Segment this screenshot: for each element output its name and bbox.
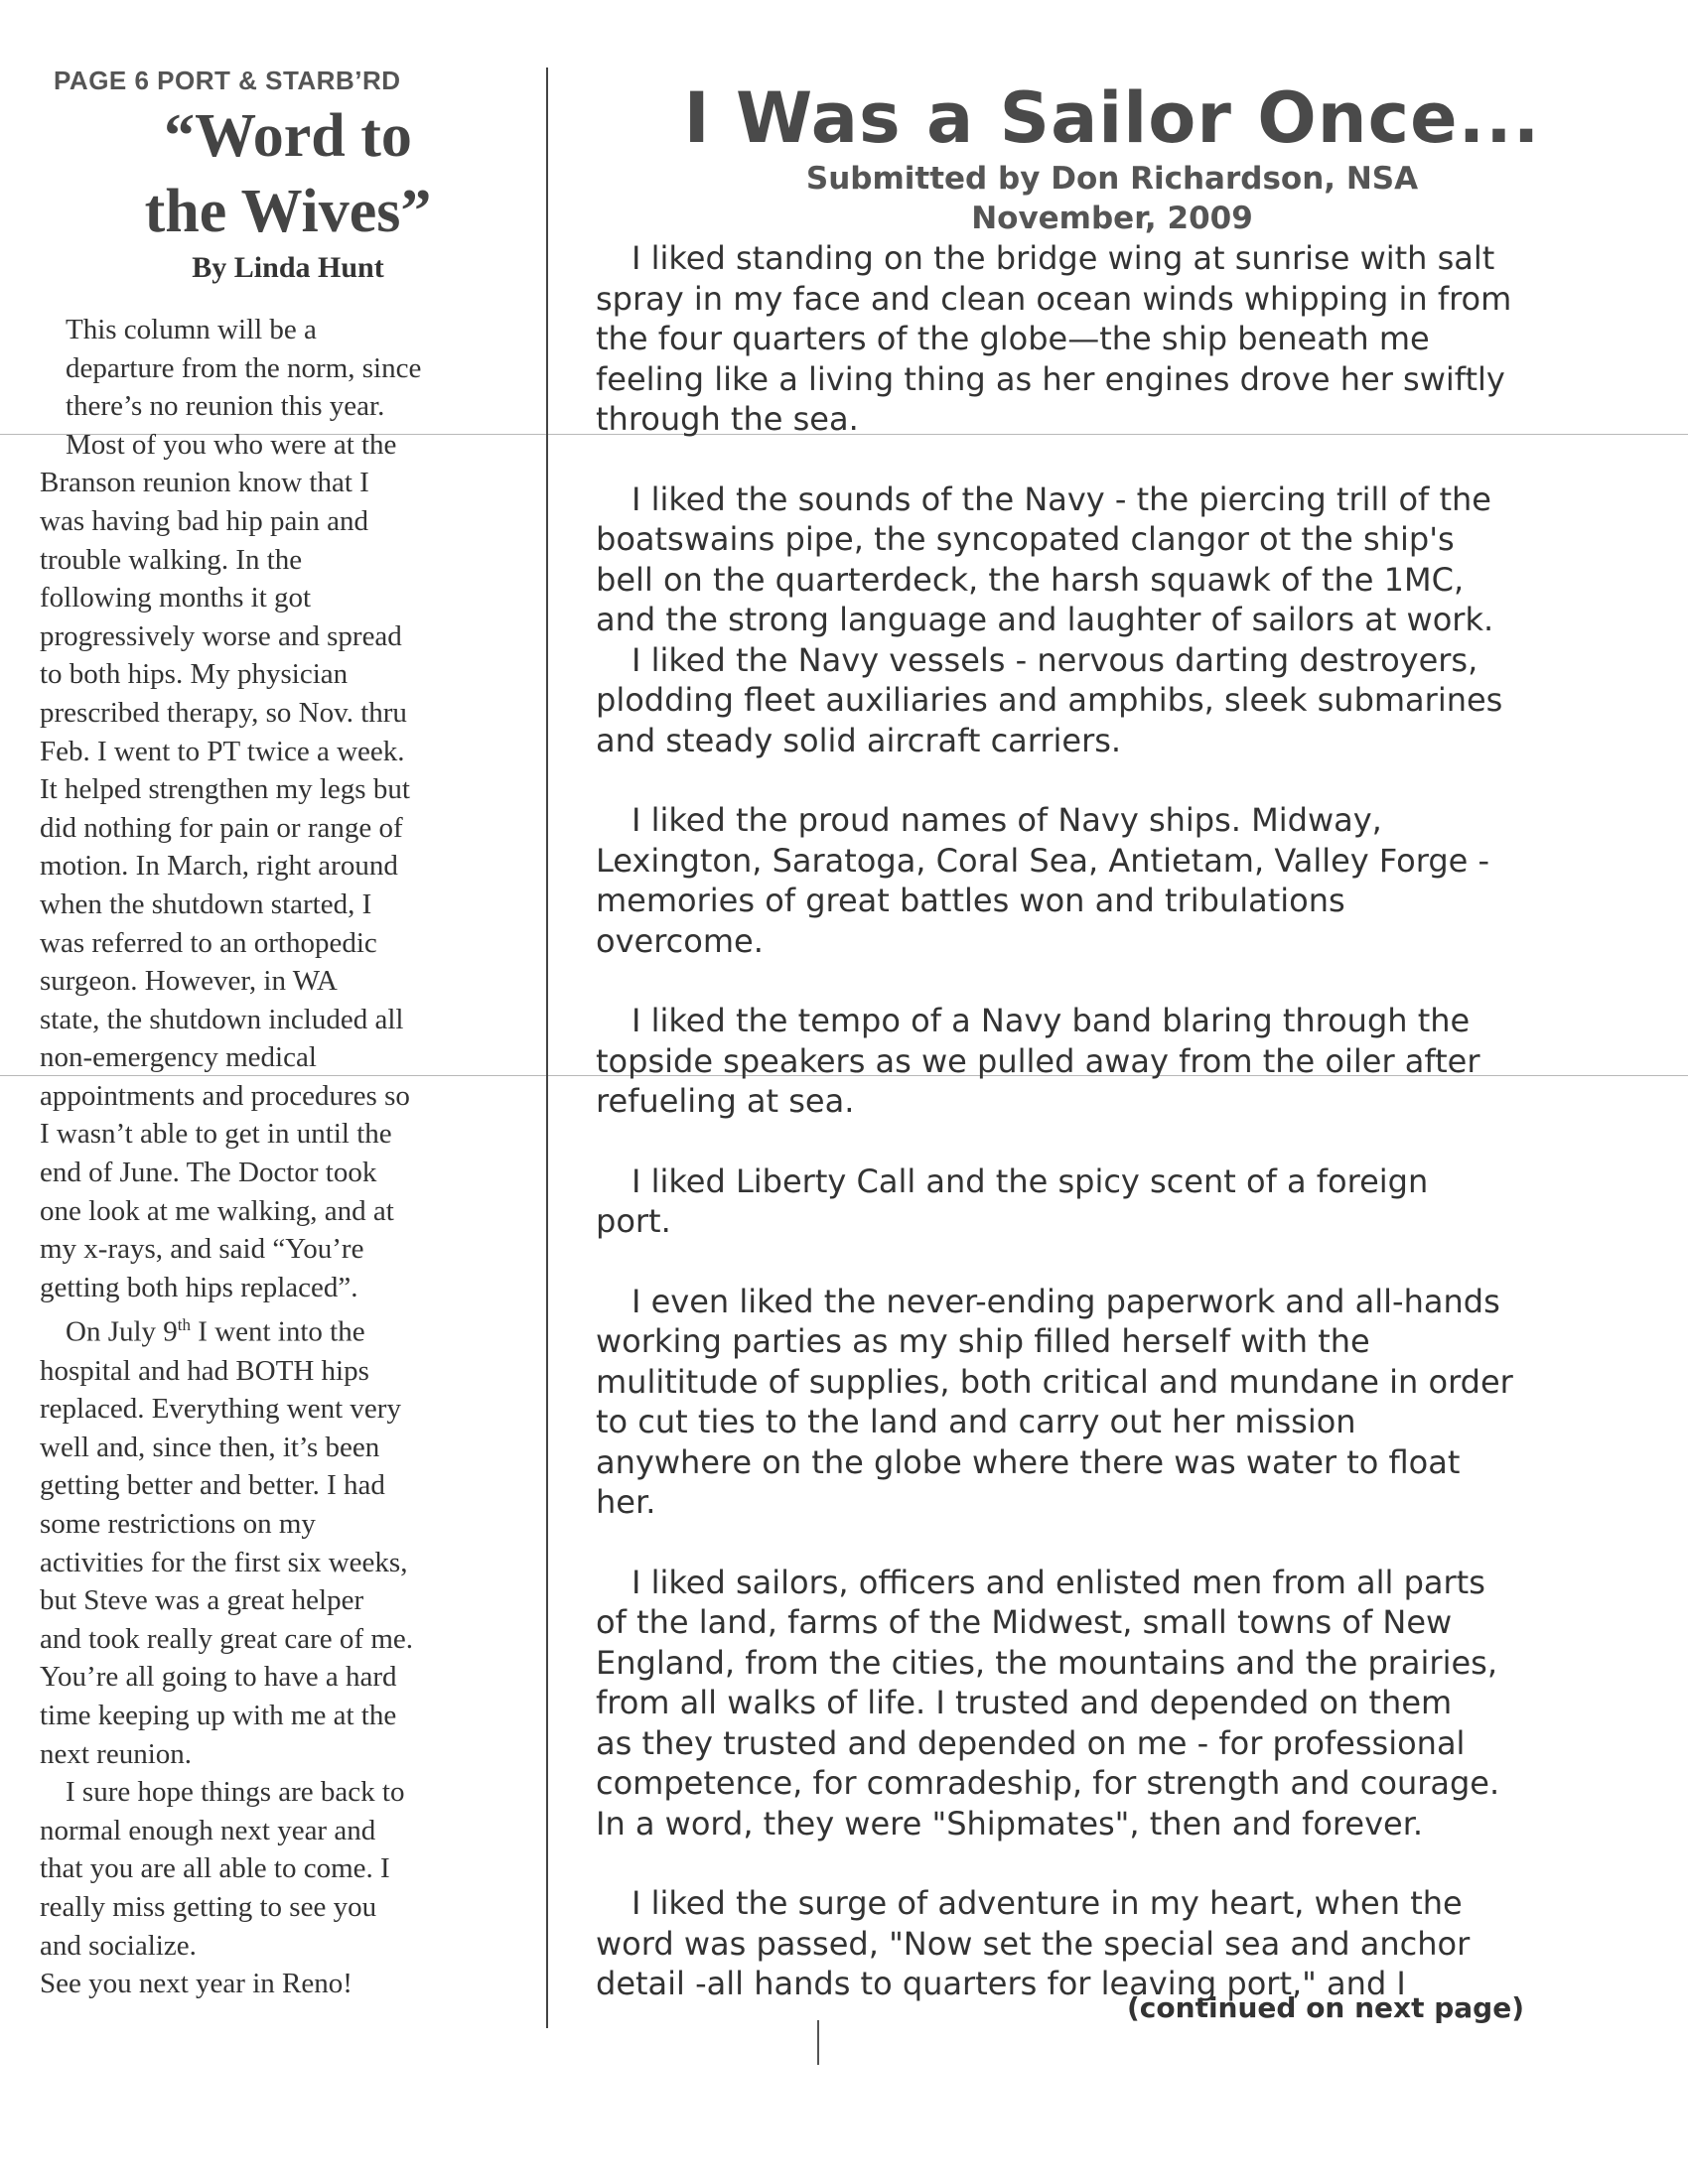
- sailor-article: [596, 77, 1628, 2004]
- text-line: Lexington, Saratoga, Coral Sea, Antietam, Valley Forge -: [596, 841, 1490, 880]
- text-line: one look at me walking, and at: [40, 1194, 394, 1227]
- text-line: that you are all able to come. I: [40, 1852, 390, 1885]
- paragraph: [596, 640, 1628, 761]
- text-line: really miss getting to see you: [40, 1891, 377, 1923]
- text-line: to cut ties to the land and carry out her mission: [596, 1403, 1356, 1440]
- column-title-line-2: the Wives”: [144, 178, 432, 245]
- paragraph: [40, 311, 536, 426]
- text-line: of the land, farms of the Midwest, small towns of New: [596, 1603, 1453, 1641]
- text-line: getting better and better. I had: [40, 1469, 385, 1502]
- text-line: normal enough next year and: [40, 1814, 376, 1846]
- column-title: [40, 98, 536, 249]
- text-line: and took really great care of me.: [40, 1622, 414, 1655]
- ordinal-superscript: th: [177, 1315, 192, 1335]
- paragraph: [596, 1883, 1628, 2004]
- text-line: plodding fleet auxiliaries and amphibs, sleek submarines: [596, 681, 1503, 719]
- text-line: was referred to an orthopedic: [40, 926, 377, 959]
- text-line: memories of great battles won and tribulations: [596, 882, 1345, 919]
- column-divider: [546, 68, 548, 2028]
- page-header: PAGE 6 PORT & STARB’RD: [54, 66, 401, 95]
- text-line: I liked the Navy vessels - nervous darting destroyers,: [632, 640, 1478, 679]
- text-line: feeling like a living thing as her engines drove her swiftly: [596, 359, 1505, 398]
- article-date: November, 2009: [971, 201, 1253, 236]
- text-line: non-emergency medical: [40, 1041, 317, 1074]
- text-line: to both hips. My physician: [40, 658, 349, 691]
- text-line: state, the shutdown included all: [40, 1003, 404, 1035]
- text-line: Feb. I went to PT twice a week.: [40, 735, 405, 767]
- text-line: mulititude of supplies, both critical and mundane in order: [596, 1362, 1513, 1401]
- text-line: I even liked the never-ending paperwork and all-hands: [632, 1282, 1500, 1320]
- text-line: getting both hips replaced”.: [40, 1271, 358, 1303]
- text-line: departure from the norm, since: [66, 351, 422, 384]
- text-line: appointments and procedures so: [40, 1079, 410, 1112]
- paragraph-gap: [596, 1843, 1628, 1883]
- text-line: her.: [596, 1483, 656, 1521]
- text-line: there’s no reunion this year.: [66, 390, 385, 423]
- text-line: Branson reunion know that I: [40, 467, 369, 499]
- text-line: England, from the cities, the mountains and the prairies,: [596, 1643, 1497, 1682]
- paragraph: [596, 1282, 1628, 1523]
- text-run: On July 9: [66, 1316, 178, 1349]
- paragraph: [40, 1773, 536, 1965]
- text-line: refueling at sea.: [596, 1082, 855, 1120]
- text-line: I liked Liberty Call and the spicy scent of a foreign: [632, 1161, 1429, 1200]
- byline: By Linda Hunt: [192, 251, 384, 284]
- paragraph-gap: [596, 1242, 1628, 1282]
- text-line: progressively worse and spread: [40, 619, 402, 652]
- paragraph: [596, 238, 1628, 440]
- text-line: and steady solid aircraft carriers.: [596, 721, 1122, 759]
- text-run: I went into the: [191, 1316, 365, 1349]
- word-to-the-wives-column: [40, 66, 536, 2003]
- text-line: In a word, they were "Shipmates", then and forever.: [596, 1804, 1424, 1843]
- text-line: I liked sailors, officers and enlisted men from all parts: [632, 1563, 1485, 1601]
- text-line: was having bad hip pain and: [40, 504, 369, 537]
- text-line: I liked standing on the bridge wing at sunrise with salt: [632, 239, 1495, 277]
- text-line: next reunion.: [40, 1737, 193, 1770]
- text-line: the four quarters of the globe—the ship beneath me: [596, 320, 1430, 357]
- text-line: but Steve was a great helper: [40, 1584, 364, 1617]
- paragraph: [596, 1001, 1628, 1122]
- text-line: Most of you who were at the: [66, 428, 397, 461]
- text-line: competence, for comradeship, for strength and courage.: [596, 1764, 1500, 1802]
- text-line: time keeping up with me at the: [40, 1700, 397, 1732]
- text-line: You’re all going to have a hard: [40, 1661, 397, 1694]
- text-line: as they trusted and depended on me - for professional: [596, 1723, 1466, 1762]
- paragraph-gap: [596, 1122, 1628, 1161]
- text-line: and the strong language and laughter of sailors at work.: [596, 601, 1494, 638]
- text-line: through the sea.: [596, 400, 859, 438]
- text-line: following months it got: [40, 582, 312, 614]
- text-line: See you next year in Reno!: [40, 1968, 352, 2000]
- text-line: It helped strengthen my legs but: [40, 773, 410, 806]
- text-line: activities for the first six weeks,: [40, 1546, 408, 1578]
- stray-mark: [817, 2020, 819, 2065]
- text-line: boatswains pipe, the syncopated clangor ot the ship's: [596, 520, 1455, 558]
- text-line: working parties as my ship filled herself with the: [596, 1322, 1370, 1360]
- continued-notice: (continued on next page): [1127, 1991, 1524, 2024]
- text-line: end of June. The Doctor took: [40, 1157, 377, 1189]
- text-line: motion. In March, right around: [40, 850, 398, 883]
- text-line: I liked the sounds of the Navy - the piercing trill of the: [632, 479, 1491, 518]
- text-line: This column will be a: [66, 314, 317, 345]
- text-line: did nothing for pain or range of: [40, 811, 403, 844]
- text-line: I liked the proud names of Navy ships. Midway,: [632, 801, 1382, 839]
- paragraph-gap: [596, 1523, 1628, 1563]
- text-line: I liked the tempo of a Navy band blaring through the: [632, 1002, 1471, 1039]
- text-line: and socialize.: [40, 1929, 197, 1962]
- submitted-by: Submitted by Don Richardson, NSA: [805, 161, 1419, 197]
- paragraph-gap: [596, 440, 1628, 479]
- text-line: trouble walking. In the: [40, 543, 303, 576]
- text-line: replaced. Everything went very: [40, 1393, 401, 1426]
- paragraph: [40, 426, 536, 1307]
- text-line: hospital and had BOTH hips: [40, 1354, 369, 1387]
- paragraph: [596, 800, 1628, 961]
- text-line: surgeon. However, in WA: [40, 965, 338, 998]
- paragraph: [596, 1161, 1628, 1242]
- closing-line: [40, 1965, 536, 2003]
- text-line: overcome.: [596, 921, 764, 960]
- column-title-line-1: “Word to: [164, 102, 412, 170]
- paragraph: [596, 479, 1628, 640]
- text-line: topside speakers as we pulled away from the oiler after: [596, 1041, 1480, 1080]
- text-line: well and, since then, it’s been: [40, 1431, 380, 1463]
- text-line: when the shutdown started, I: [40, 887, 372, 920]
- text-line: my x-rays, and said “You’re: [40, 1233, 364, 1266]
- paragraph: [596, 1563, 1628, 1844]
- text-line: word was passed, "Now set the special sea and anchor: [596, 1924, 1471, 1963]
- text-line: prescribed therapy, so Nov. thru: [40, 696, 407, 729]
- text-line: I wasn’t able to get in until the: [40, 1118, 392, 1151]
- text-line: from all walks of life. I trusted and depended on them: [596, 1684, 1453, 1721]
- paragraph: [40, 1306, 536, 1773]
- text-line: [40, 1306, 536, 1351]
- article-title: I Was a Sailor Once...: [683, 77, 1541, 159]
- text-line: I liked the surge of adventure in my heart, when the: [632, 1884, 1463, 1922]
- text-line: anywhere on the globe where there was water to float: [596, 1442, 1461, 1481]
- text-line: spray in my face and clean ocean winds whipping in from: [596, 279, 1512, 318]
- text-line: some restrictions on my: [40, 1508, 316, 1541]
- text-line: detail -all hands to quarters for leaving port," and I: [596, 1965, 1406, 2002]
- text-line: port.: [596, 1202, 671, 1240]
- text-line: bell on the quarterdeck, the harsh squawk of the 1MC,: [596, 560, 1465, 599]
- paragraph-gap: [596, 760, 1628, 800]
- text-line: I sure hope things are back to: [66, 1776, 405, 1809]
- paragraph-gap: [596, 961, 1628, 1001]
